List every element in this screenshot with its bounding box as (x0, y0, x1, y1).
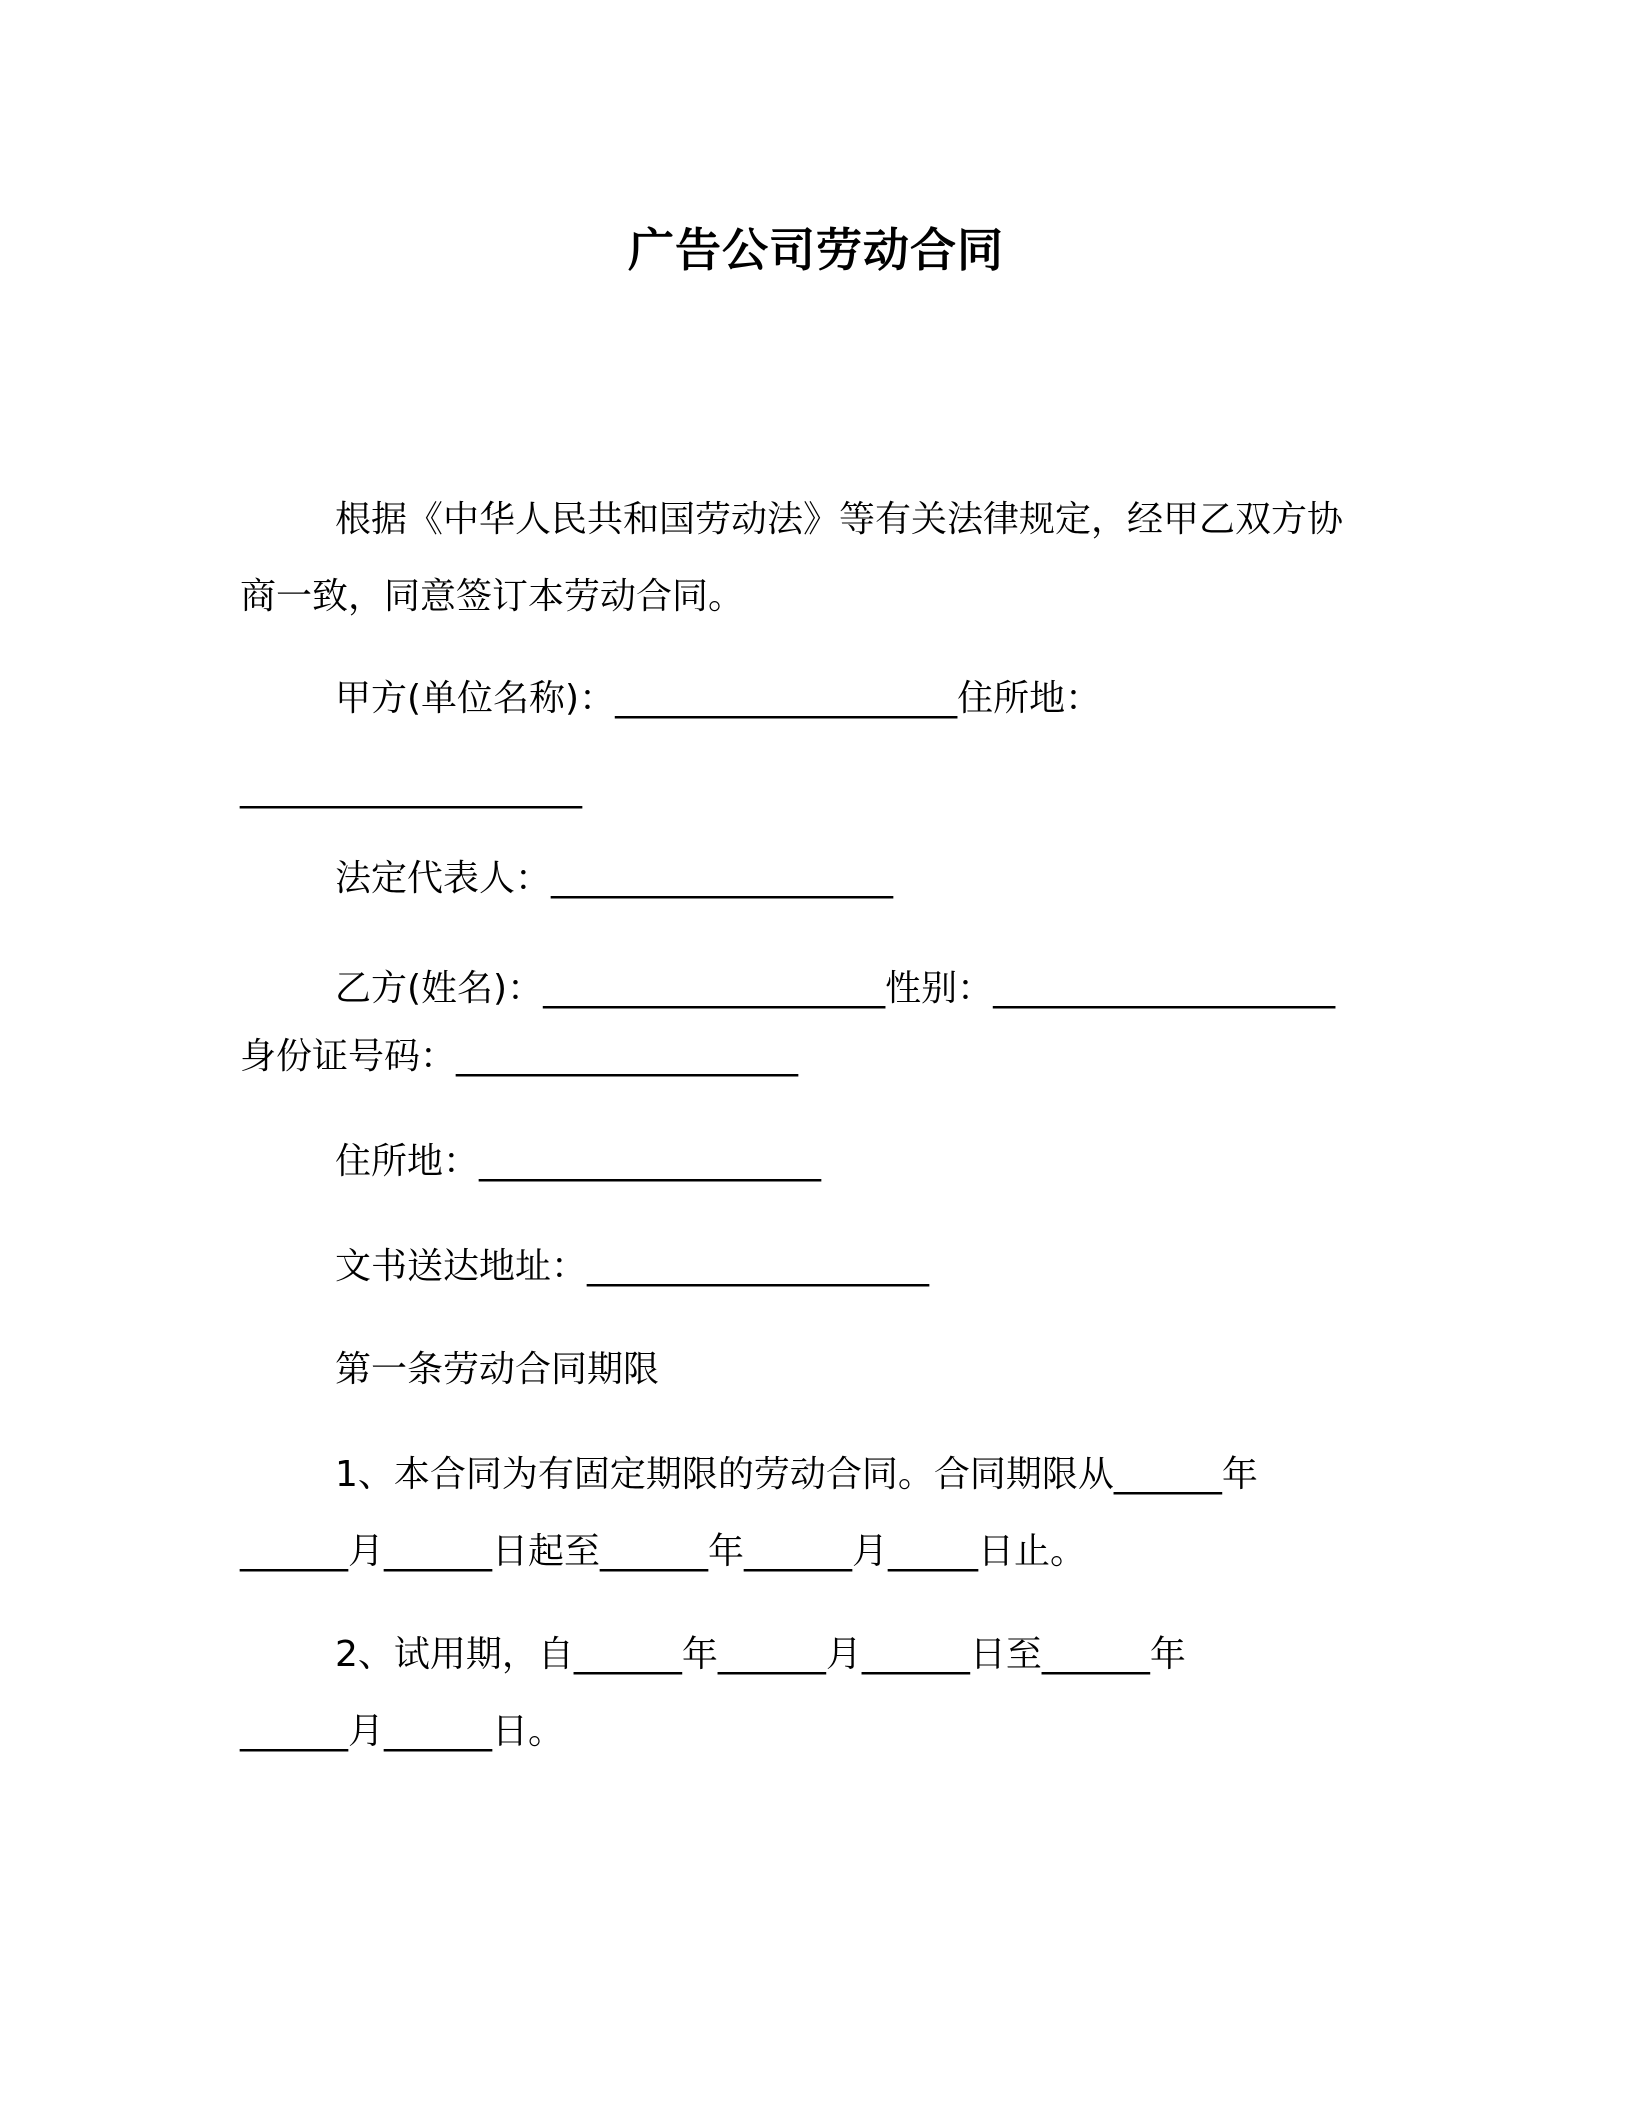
document-title: 广告公司劳动合同 (628, 223, 1004, 277)
delivery-address-field: 文书送达地址：___________________ (335, 1246, 930, 1287)
contract-term-line-2: ______月______日起至______年______月_____日止。 (240, 1531, 1087, 1572)
residence-field: 住所地：___________________ (335, 1141, 822, 1182)
probation-line-1: 2、试用期，自______年______月______日至______年 (335, 1634, 1186, 1675)
party-a-name-field: 甲方(单位名称)：___________________住所地： (335, 678, 1102, 719)
intro-paragraph-line-2: 商一致，同意签订本劳动合同。 (240, 576, 745, 617)
contract-term-line-1: 1、本合同为有固定期限的劳动合同。合同期限从______年 (335, 1454, 1258, 1495)
party-b-name-gender-field: 乙方(姓名)：___________________性别：___________________ (335, 968, 1336, 1009)
probation-line-2: ______月______日。 (240, 1711, 565, 1752)
id-number-field: 身份证号码：___________________ (240, 1036, 799, 1077)
party-a-address-blank: ___________________ (240, 768, 582, 809)
article-1-heading: 第一条劳动合同期限 (335, 1349, 660, 1390)
intro-paragraph-line-1: 根据《中华人民共和国劳动法》等有关法律规定，经甲乙双方协 (335, 499, 1344, 540)
legal-representative-field: 法定代表人：___________________ (335, 858, 894, 899)
